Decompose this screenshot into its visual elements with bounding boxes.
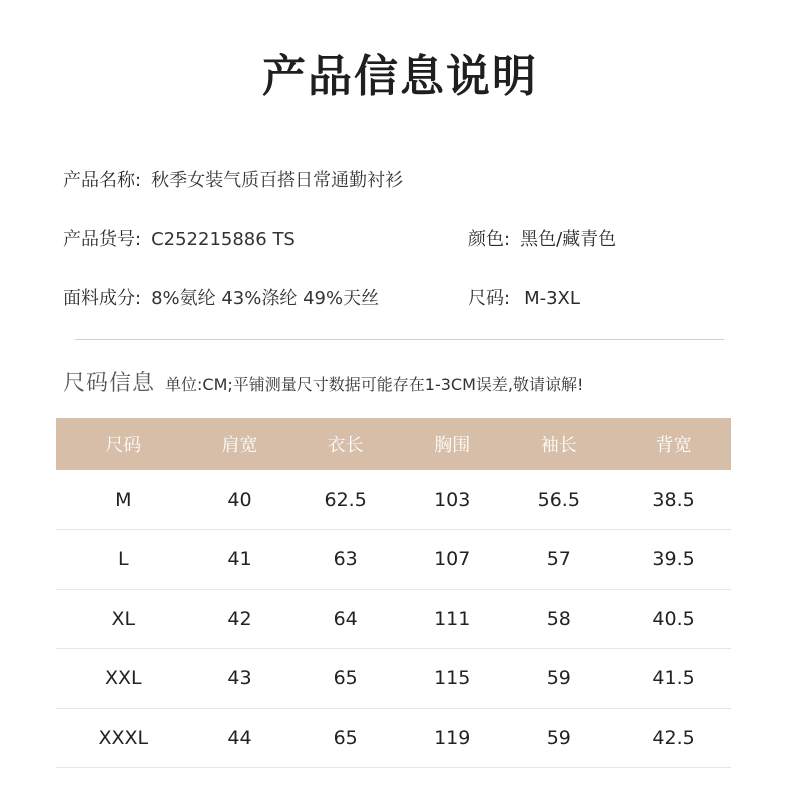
product-code-row [63,225,295,251]
table-cell: 111 [434,607,471,630]
table-cell: XL [111,607,136,630]
column-header-back-width: 背宽 [655,435,692,456]
table-cell: 56.5 [537,488,580,511]
table-cell: 40 [227,488,252,511]
size-info-header [63,366,583,397]
table-cell: 42.5 [652,726,695,749]
table-cell: 63 [333,548,358,571]
column-header-shoulder: 肩宽 [221,435,258,456]
table-cell: 62.5 [324,488,367,511]
color-label: 颜色: [468,229,511,250]
table-cell: 115 [434,667,471,690]
column-header-sleeve: 袖长 [540,435,577,456]
table-cell: 64 [333,607,358,630]
color-value: 黑色/藏青色 [520,229,617,250]
column-header-length: 衣长 [327,435,364,456]
product-name-label: 产品名称: [63,170,142,191]
table-row [56,530,731,590]
size-info-note: 单位:CM;平铺测量尺寸数据可能存在1-3CM误差,敬请谅解! [165,375,584,394]
page-title: 产品信息说明 [262,51,538,102]
size-table [56,418,731,768]
table-cell: 65 [333,726,358,749]
column-header-size: 尺码 [105,435,142,456]
size-range-label: 尺码: [468,288,511,309]
size-range-row [468,284,580,310]
product-code-label: 产品货号: [63,229,142,250]
size-info-title: 尺码信息 [63,371,156,396]
table-cell: L [118,548,129,571]
table-cell: XXXL [98,726,149,749]
table-cell: 65 [333,667,358,690]
table-row [56,708,731,768]
table-cell: 42 [227,607,252,630]
column-header-bust: 胸围 [434,435,471,456]
table-cell: M [115,488,132,511]
table-cell: 41.5 [652,667,695,690]
size-range-value: M-3XL [524,288,580,309]
product-name-row [63,166,403,192]
table-cell: 39.5 [652,548,695,571]
table-cell: 59 [546,726,571,749]
fabric-row [63,284,379,310]
table-cell: 58 [546,607,571,630]
table-cell: 103 [434,488,471,511]
table-cell: 107 [434,548,471,571]
table-cell: 40.5 [652,607,695,630]
table-cell: 59 [546,667,571,690]
table-cell: XXL [105,667,142,690]
table-cell: 57 [546,548,571,571]
size-table-header [56,418,731,470]
table-cell: 38.5 [652,488,695,511]
table-row [56,470,731,530]
fabric-value: 8%氨纶 43%涤纶 49%天丝 [151,288,380,309]
color-row [468,225,616,251]
product-name-value: 秋季女装气质百搭日常通勤衬衫 [151,170,404,191]
fabric-label: 面料成分: [63,288,142,309]
table-row [56,649,731,709]
table-cell: 119 [434,726,471,749]
table-row [56,589,731,649]
section-divider [75,339,724,340]
table-cell: 41 [227,548,252,571]
table-cell: 44 [227,726,252,749]
table-cell: 43 [227,667,252,690]
product-code-value: C252215886 TS [151,229,295,250]
